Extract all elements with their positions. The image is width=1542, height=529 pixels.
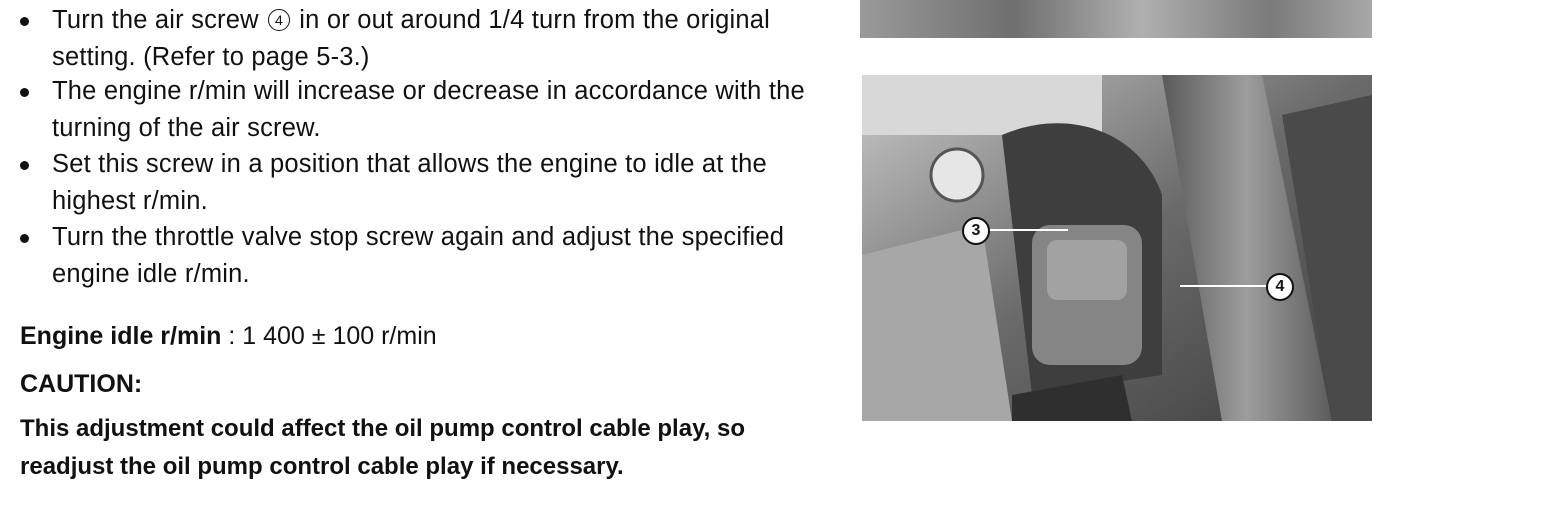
spec-label: Engine idle r/min xyxy=(20,322,222,350)
spec-value: 1 400 ± 100 r/min xyxy=(242,322,437,350)
photo-top-cropped xyxy=(860,0,1372,38)
bullet-item-set-screw xyxy=(20,146,835,219)
spec-separator: : xyxy=(221,322,243,350)
caution-heading: CAUTION: xyxy=(20,370,143,398)
bullet-dot-icon xyxy=(20,161,29,170)
bullet-item-throttle-stop xyxy=(20,219,835,292)
bullet-item-rpm-change xyxy=(20,73,835,146)
bullet-dot-icon xyxy=(20,88,29,97)
bullet-item-air-screw xyxy=(20,2,835,75)
bullet-text: Turn the throttle valve stop screw again and adjust the specified engine idle r/min. xyxy=(52,223,785,288)
callout-4-leader xyxy=(1180,285,1266,287)
carburetor-photo xyxy=(862,75,1372,421)
bullet-list xyxy=(20,0,835,292)
bullet-text-part: Turn the air screw xyxy=(52,6,267,34)
caution-body: This adjustment could affect the oil pump control cable play, so readjust the oil pump control cable play if necessary. xyxy=(20,415,745,480)
bullet-dot-icon xyxy=(20,17,29,26)
callout-4-marker: 4 xyxy=(1266,273,1294,301)
idle-spec-line xyxy=(20,322,437,351)
bullet-text-part: in or out around 1/4 turn from the original setting. (Refer to page 5-3.) xyxy=(52,6,771,71)
bullet-text: Set this screw in a position that allows the engine to idle at the highest r/min. xyxy=(52,150,767,215)
callout-3-leader xyxy=(988,229,1068,231)
carburetor-photo-drawing xyxy=(862,75,1372,421)
bullet-dot-icon xyxy=(20,234,29,243)
callout-3-marker: 3 xyxy=(962,217,990,245)
circled-number-4: 4 xyxy=(268,9,290,31)
bullet-text: The engine r/min will increase or decrease in accordance with the turning of the air screw. xyxy=(52,77,805,142)
